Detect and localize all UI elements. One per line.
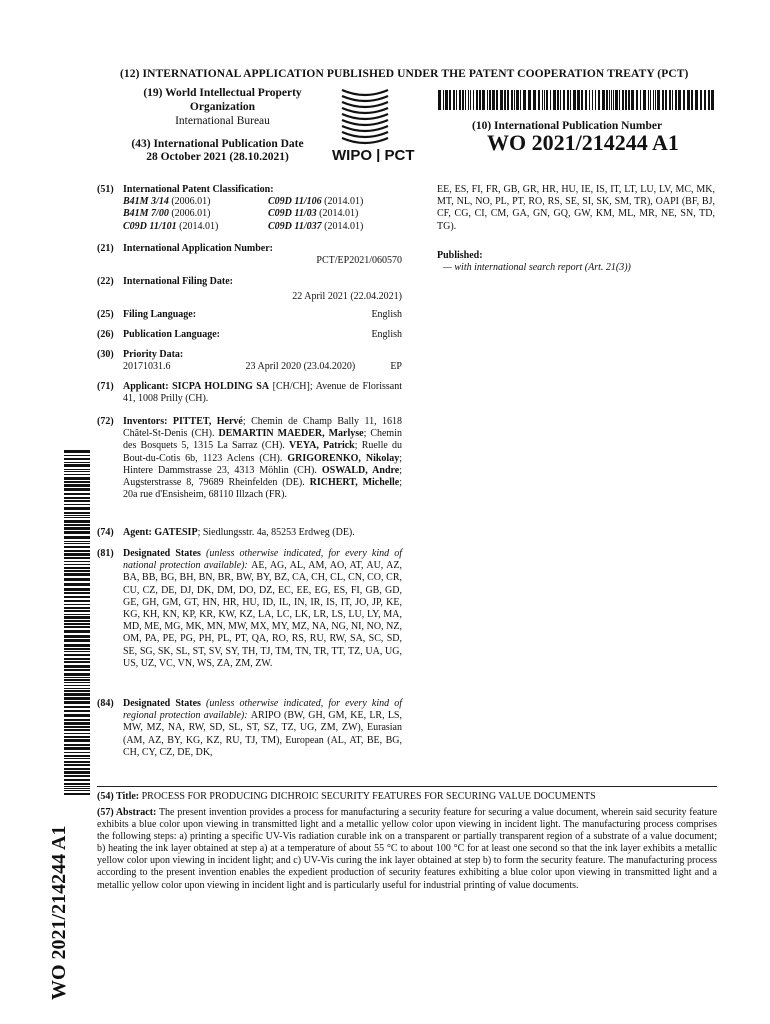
- ipc-code-item: C09D 11/106 (2014.01): [268, 196, 364, 208]
- publication-date-block: [110, 138, 325, 164]
- wipo-logo: [330, 82, 440, 162]
- application-number-label: International Application Number:: [123, 243, 274, 254]
- ipc-number: (51): [97, 184, 114, 195]
- applicant-section: (71) Applicant: SICPA HOLDING SA [CH/CH]; Avenue de Florissant 41, 1008 Prilly (CH).: [97, 381, 402, 405]
- filing-date-label: International Filing Date:: [123, 276, 233, 287]
- title-section: (54) Title: PROCESS FOR PRODUCING DICHROIC SECURITY FEATURES FOR SECURING VALUE DOCUMENTS: [97, 791, 596, 802]
- abstract-text: The present invention provides a process for manufacturing a security feature for securing a value document, wherein said security feature exhibits a blue color upon viewing in transmitted light and a metallic yellow color upon viewing in incident light. The manufacturing process comprises the following steps: a) printing a specific UV-Vis radiation curable ink on a transparent or partially transparent region of a substrate of a value document; b) heating the ink layer obtained at step a) at a temperature of about 55 °C to about 100 °C for at least one second so that the ink layer exhibits a metallic yellow color upon viewing in incident light; and c) UV-Vis curing the ink layer obtained at step b) to form the security feature. The manufacturing process according to the present invention enables the expedient production of security features exhibiting a blue color upon viewing in transmitted light and a metallic yellow color upon viewing in incident light and is particularly useful for industrial printing of value documents.: [97, 807, 718, 891]
- filing-language-section: (25) Filing Language: English: [97, 309, 402, 320]
- published-note: — with international search report (Art. 21(3)): [443, 262, 631, 274]
- publication-date: 28 October 2021 (28.10.2021): [146, 151, 289, 163]
- ipc-code-item: B41M 3/14 (2006.01): [123, 196, 211, 208]
- inventor-name: OSWALD, Andre: [321, 464, 400, 476]
- org-name-line2: Organization: [189, 101, 256, 113]
- inventor-name: DEMARTIN MAEDER, Marlyse: [218, 428, 364, 440]
- application-number-section: (21) International Application Number: PCT/EP2021/060570: [97, 243, 402, 267]
- inventors-section: (72) Inventors: PITTET, Hervé; Chemin de Champ Bally 11, 1618 Châtel-St-Denis (CH). DEMARTIN MAEDER, Marlyse; Chemin des Bosquets 5, 1315 La Sarraz (CH). VEYA, Patrick; Ruelle du Bout-du-Cotis 6b, 1123 Aclens (CH). GRIGORENKO, Nikolay; Hintere Dammstrasse 23, 4313 Möhlin (CH). OSWALD, Andre; Augsterstrasse 8, 79689 Rheinfelden (DE). RICHERT, Michelle; 20a rue d'Ensisheim, 68110 Illzach (FR).: [97, 416, 403, 501]
- designated-national-list: AE, AG, AL, AM, AO, AT, AU, AZ, BA, BB, BG, BH, BN, BR, BW, BY, BZ, CA, CH, CL, CN, CO, CR, CU, CZ, DE, DJ, DK, DM, DO, DZ, EC, EE, EG, ES, FI, GB, GD, GE, GH, GM, GT, HN, HR, HU, ID, IL, IN, IR, IS, IT, JO, JP, KE, KG, KH, KN, KP, KR, KW, KZ, LA, LC, LK, LR, LS, LU, LY, MA, MD, ME, MG, MK, MN, MW, MX, MY, MZ, NA, NG, NI, NO, NZ, OM, PA, PE, PG, PH, PL, PT, QA, RO, RS, RU, RW, SA, SC, SD, SE, SG, SK, SL, ST, SV, SY, TH, TJ, TM, TN, TR, TT, TZ, UA, UG, US, UZ, VC, VN, WS, ZA, ZM, ZW.: [123, 560, 402, 669]
- inventor-name: PITTET, Hervé: [172, 416, 243, 427]
- wipo-emblem-icon: [330, 82, 440, 162]
- barcode-top: [438, 90, 714, 110]
- invention-title: PROCESS FOR PRODUCING DICHROIC SECURITY FEATURES FOR SECURING VALUE DOCUMENTS: [141, 791, 596, 802]
- inventor-name: GRIGORENKO, Nikolay: [287, 452, 400, 464]
- org-name-line1: World Intellectual Property: [165, 87, 302, 99]
- application-number-value: PCT/EP2021/060570: [316, 255, 402, 267]
- logo-text: WIPO | PCT: [332, 147, 415, 162]
- priority-row: 20171031.6 23 April 2020 (23.04.2020) EP: [123, 361, 402, 373]
- publication-date-label: (43) International Publication Date: [131, 138, 304, 150]
- divider-rule: [97, 786, 717, 787]
- published-section: [437, 250, 715, 274]
- priority-label: Priority Data:: [123, 349, 184, 360]
- inventor-name: VEYA, Patrick: [288, 440, 355, 452]
- applicant-name: SICPA HOLDING SA: [172, 381, 270, 392]
- designated-regional-continued: EE, ES, FI, FR, GB, GR, HR, HU, IE, IS, IT, LT, LU, LV, MC, MK, MT, NL, NO, PL, PT, RO, RS, SE, SI, SK, SM, TR), OAPI (BF, BJ, CF, CG, CI, CM, GA, GN, GQ, GW, KM, ML, MR, NE, SN, TD, TG).: [437, 184, 715, 232]
- abstract-section: (57) Abstract: The present invention provides a process for manufacturing a security feature for securing a value document, wherein said security feature exhibits a blue color upon viewing in transmitted light and a metallic yellow color upon viewing in incident light. The manufacturing process comprises the following steps: a) printing a specific UV-Vis radiation curable ink on a transparent or partially transparent region of a substrate of a value document; b) heating the ink layer obtained at step a) at a temperature of about 55 °C to about 100 °C for at least one second so that the ink layer exhibits a metallic yellow color upon viewing in incident light; and c) UV-Vis curing the ink layer obtained at step b) to form the security feature. The manufacturing process according to the present invention enables the expedient production of security features exhibiting a blue color upon viewing in transmitted light and a metallic yellow color upon viewing in incident light and is particularly useful for industrial printing of value documents.: [97, 807, 718, 891]
- side-publication-number: WO 2021/214244 A1: [48, 825, 70, 1000]
- bureau-name: International Bureau: [175, 115, 270, 127]
- ipc-codes: [123, 196, 402, 233]
- publication-number-label: (10) International Publication Number: [472, 120, 663, 132]
- organization-block: [110, 86, 335, 128]
- ipc-label: International Patent Classification:: [123, 184, 274, 195]
- designated-national-section: (81) Designated States (unless otherwise indicated, for every kind of national protection available): AE, AG, AL, AM, AO, AT, AU, AZ, BA, BB, BG, BH, BN, BR, BW, BY, BZ, CA, CH, CL, CN, CO, CR, CU, CZ, DE, DJ, DK, DM, DO, DZ, EC, EE, EG, ES, FI, GB, GD, GE, GH, GM, GT, HN, HR, HU, ID, IL, IN, IR, IS, IT, JO, JP, KE, KG, KH, KN, KP, KR, KW, KZ, LA, LC, LK, LR, LS, LU, LY, MA, MD, ME, MG, MK, MN, MW, MX, MY, MZ, NA, NG, NI, NO, NZ, OM, PA, PE, PG, PH, PL, PT, QA, RO, RS, RU, RW, SA, SC, SD, SE, SG, SK, SL, ST, SV, SY, TH, TJ, TM, TN, TR, TT, TZ, UA, UG, US, UZ, VC, VN, WS, ZA, ZM, ZW.: [97, 548, 402, 669]
- barcode-side: [64, 450, 90, 795]
- ipc-code-item: C09D 11/03 (2014.01): [268, 208, 359, 220]
- inventor-name: RICHERT, Michelle: [309, 477, 400, 489]
- document-type-header: (12) INTERNATIONAL APPLICATION PUBLISHED UNDER THE PATENT COOPERATION TREATY (PCT): [120, 68, 689, 80]
- agent-section: (74) Agent: GATESIP; Siedlungsstr. 4a, 85253 Erdweg (DE).: [97, 527, 355, 538]
- designated-regional-list: ARIPO (BW, GH, GM, KE, LR, LS, MW, MZ, NA, RW, SD, SL, ST, SZ, TZ, UG, ZM, ZW), Eurasian (AM, AZ, BY, KG, KZ, RU, TJ, TM), European (AL, AT, BE, BG, CH, CY, CZ, DE, DK,: [123, 710, 402, 758]
- agent-name: GATESIP: [154, 527, 198, 538]
- publication-language-value: English: [371, 329, 402, 340]
- filing-language-value: English: [371, 309, 402, 320]
- filing-language-label: Filing Language:: [123, 309, 197, 320]
- barcode-vertical-image: [64, 450, 90, 795]
- filing-date-section: (22) International Filing Date: 22 April 2021 (22.04.2021): [97, 276, 402, 303]
- designated-regional-section: (84) Designated States (unless otherwise indicated, for every kind of regional protection available): ARIPO (BW, GH, GM, KE, LR, LS, MW, MZ, NA, RW, SD, SL, ST, SZ, TZ, UG, ZM, ZW), Eurasian (AM, AZ, BY, KG, KZ, RU, TJ, TM), European (AL, AT, BE, BG, CH, CY, CZ, DE, DK,: [97, 698, 402, 758]
- priority-section: (30) Priority Data: 20171031.6 23 April 2020 (23.04.2020) EP: [97, 349, 402, 373]
- ipc-code-item: B41M 7/00 (2006.01): [123, 208, 211, 220]
- published-label: Published:: [437, 250, 483, 261]
- publication-language-label: Publication Language:: [123, 329, 220, 340]
- ipc-code-item: C09D 11/101 (2014.01): [123, 220, 219, 232]
- barcode-image: [438, 90, 714, 110]
- filing-date-value: 22 April 2021 (22.04.2021): [292, 291, 402, 303]
- org-number: (19): [143, 87, 163, 99]
- publication-language-section: (26) Publication Language: English: [97, 329, 402, 340]
- ipc-code-item: C09D 11/037 (2014.01): [268, 220, 364, 232]
- publication-number: WO 2021/214244 A1: [487, 130, 679, 155]
- ipc-section: [97, 184, 402, 233]
